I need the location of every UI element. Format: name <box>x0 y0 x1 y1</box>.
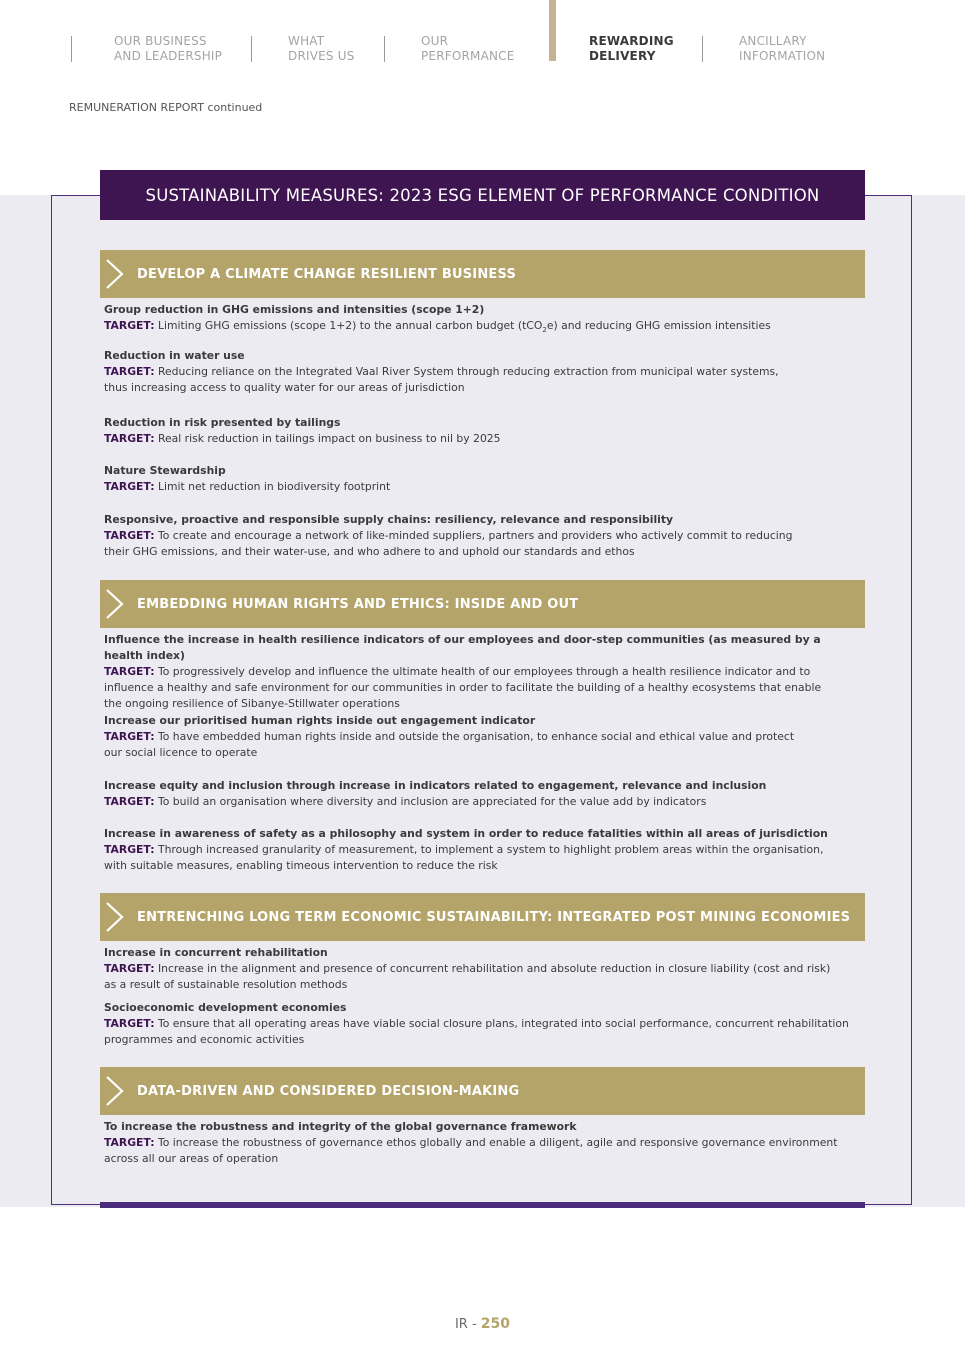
target-label: TARGET: <box>104 1136 155 1149</box>
measure-item <box>104 463 849 495</box>
active-section-marker <box>549 0 556 61</box>
target-text: To create and encourage a network of like-minded suppliers, partners and providers who actively commit to reducing <box>157 529 793 542</box>
target-text: their GHG emissions, and their water-use, and who adhere to and uphold our standards and ethos <box>104 545 635 558</box>
target-text: Limiting GHG emissions (scope 1+2) to the annual carbon budget (tCO <box>157 319 543 332</box>
measure-item <box>104 415 849 447</box>
target-label: TARGET: <box>104 665 155 678</box>
nav-divider <box>702 36 703 62</box>
measure-item <box>104 713 849 761</box>
measure-target <box>104 1135 849 1167</box>
section-title: DATA-DRIVEN AND CONSIDERED DECISION-MAKING <box>137 1083 520 1099</box>
section-title: DEVELOP A CLIMATE CHANGE RESILIENT BUSINESS <box>137 266 517 282</box>
target-text: with suitable measures, enabling timeous intervention to reduce the risk <box>104 859 498 872</box>
measure-target <box>104 318 849 338</box>
measure-title: To increase the robustness and integrity of the global governance framework <box>104 1120 577 1133</box>
target-label: TARGET: <box>104 432 155 445</box>
target-label: TARGET: <box>104 480 155 493</box>
measure-title: Increase in awareness of safety as a philosophy and system in order to reduce fatalities within all areas of jurisdiction <box>104 827 828 840</box>
target-text: To have embedded human rights inside and outside the organisation, to enhance social and ethical value and protect <box>157 730 795 743</box>
measure-item <box>104 512 849 560</box>
nav-divider <box>71 36 72 62</box>
nav-label: OUR BUSINESS <box>114 34 207 48</box>
chevron-right-icon <box>104 258 126 290</box>
measure-item <box>104 826 849 874</box>
section-header <box>100 1067 865 1115</box>
target-text: e) and reducing GHG emission intensities <box>546 319 771 332</box>
target-label: TARGET: <box>104 365 155 378</box>
nav-item-what-drives-us[interactable] <box>288 34 355 64</box>
target-label: TARGET: <box>104 962 155 975</box>
target-text: as a result of sustainable resolution methods <box>104 978 348 991</box>
nav-label: INFORMATION <box>739 49 826 63</box>
section-header <box>100 893 865 941</box>
measure-target <box>104 1016 849 1048</box>
measure-item <box>104 778 849 810</box>
measure-item <box>104 1119 849 1167</box>
target-text: Through increased granularity of measurement, to implement a system to highlight problem areas within the organisation, <box>157 843 824 856</box>
measure-title: Group reduction in GHG emissions and intensities (scope 1+2) <box>104 303 485 316</box>
nav-label: REWARDING <box>589 34 674 48</box>
measure-title: Influence the increase in health resilience indicators of our employees and door-step communities (as measured by a health index) <box>104 633 821 662</box>
nav-divider <box>384 36 385 62</box>
target-text: across all our areas of operation <box>104 1152 279 1165</box>
chevron-right-icon <box>104 1075 126 1107</box>
panel-bottom-rule <box>100 1202 865 1208</box>
measure-title: Increase our prioritised human rights inside out engagement indicator <box>104 714 536 727</box>
target-text: Limit net reduction in biodiversity footprint <box>157 480 391 493</box>
nav-label: WHAT <box>288 34 325 48</box>
measure-item <box>104 302 849 338</box>
target-label: TARGET: <box>104 529 155 542</box>
target-text: our social licence to operate <box>104 746 258 759</box>
target-text: influence a healthy and safe environment for our communities in order to facilitate the building of a healthy ecosystems that enable <box>104 681 822 694</box>
nav-item-rewarding-delivery[interactable] <box>589 34 674 64</box>
measure-title: Nature Stewardship <box>104 464 226 477</box>
target-label: TARGET: <box>104 1017 155 1030</box>
chevron-right-icon <box>104 901 126 933</box>
nav-item-our-performance[interactable] <box>421 34 515 64</box>
measure-target <box>104 479 849 495</box>
measure-target <box>104 794 849 810</box>
target-text: Reducing reliance on the Integrated Vaal River System through reducing extraction from municipal water systems, <box>157 365 779 378</box>
nav-label: PERFORMANCE <box>421 49 515 63</box>
measure-target <box>104 364 849 396</box>
target-text: Real risk reduction in tailings impact on business to nil by 2025 <box>157 432 501 445</box>
measure-target <box>104 842 849 874</box>
nav-label: OUR <box>421 34 449 48</box>
section-header <box>100 250 865 298</box>
target-text: To increase the robustness of governance ethos globally and enable a diligent, agile and responsive governance environment <box>157 1136 838 1149</box>
target-label: TARGET: <box>104 319 155 332</box>
chevron-right-icon <box>104 588 126 620</box>
measure-item <box>104 1000 849 1048</box>
page-footer <box>0 1316 965 1332</box>
target-label: TARGET: <box>104 730 155 743</box>
target-subscript: 2 <box>542 326 547 335</box>
page-number: 250 <box>480 1316 511 1332</box>
target-text: To ensure that all operating areas have viable social closure plans, integrated into social performance, concurrent rehabilitation <box>157 1017 849 1030</box>
nav-label: AND LEADERSHIP <box>114 49 223 63</box>
section-header <box>100 580 865 628</box>
panel-title: SUSTAINABILITY MEASURES: 2023 ESG ELEMENT OF PERFORMANCE CONDITION <box>100 170 865 220</box>
running-head: REMUNERATION REPORT continued <box>69 101 263 114</box>
nav-item-our-business[interactable] <box>114 34 222 64</box>
nav-label: DELIVERY <box>589 49 656 63</box>
section-title: ENTRENCHING LONG TERM ECONOMIC SUSTAINABILITY: INTEGRATED POST MINING ECONOMIES <box>137 909 851 925</box>
measure-title: Socioeconomic development economies <box>104 1001 347 1014</box>
nav-divider <box>251 36 252 62</box>
section-navigation <box>0 0 965 80</box>
measure-target <box>104 729 849 761</box>
nav-item-ancillary-information[interactable] <box>739 34 825 64</box>
target-text: To progressively develop and influence the ultimate health of our employees through a health resilience indicator and to <box>157 665 811 678</box>
target-text: thus increasing access to quality water for our areas of jurisdiction <box>104 381 465 394</box>
measure-title: Reduction in water use <box>104 349 245 362</box>
measure-target <box>104 961 849 993</box>
target-text: the ongoing resilience of Sibanye-Stillwater operations <box>104 697 400 710</box>
measure-item <box>104 348 849 396</box>
measure-item <box>104 632 849 712</box>
target-label: TARGET: <box>104 795 155 808</box>
measure-target <box>104 431 849 447</box>
section-title: EMBEDDING HUMAN RIGHTS AND ETHICS: INSIDE AND OUT <box>137 596 579 612</box>
measure-item <box>104 945 849 993</box>
target-text: Increase in the alignment and presence of concurrent rehabilitation and absolute reduction in closure liability (cost and risk) <box>157 962 831 975</box>
target-text: programmes and economic activities <box>104 1033 305 1046</box>
measure-title: Reduction in risk presented by tailings <box>104 416 341 429</box>
footer-prefix: IR - <box>454 1317 481 1332</box>
measure-title: Increase in concurrent rehabilitation <box>104 946 328 959</box>
measure-title: Responsive, proactive and responsible supply chains: resiliency, relevance and responsibility <box>104 513 674 526</box>
measure-target <box>104 528 849 560</box>
nav-label: DRIVES US <box>288 49 355 63</box>
measure-target <box>104 664 849 712</box>
nav-label: ANCILLARY <box>739 34 807 48</box>
target-text: To build an organisation where diversity and inclusion are appreciated for the value add by indicators <box>157 795 707 808</box>
measure-title: Increase equity and inclusion through increase in indicators related to engagement, relevance and inclusion <box>104 779 767 792</box>
target-label: TARGET: <box>104 843 155 856</box>
